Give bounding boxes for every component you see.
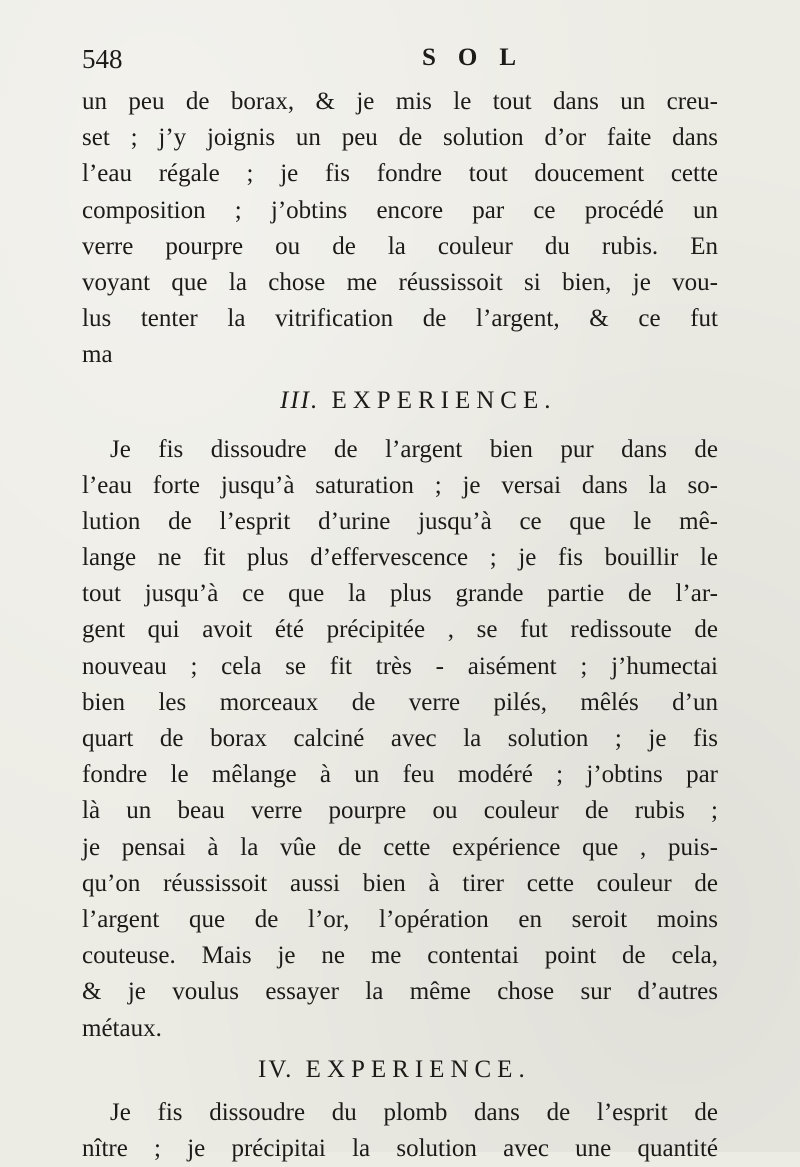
text-line: métaux. <box>82 1014 162 1042</box>
text-line: gent qui avoit été précipitée , se fut redissoute de <box>82 616 718 644</box>
text-line: couteuse. Mais je ne me contentai point de cela, <box>82 942 718 970</box>
section-title: EXPERIENCE. <box>305 1055 531 1083</box>
text-line: l’eau régale ; je fis fondre tout doucement cette <box>82 160 718 188</box>
section-heading-experience-4 <box>82 1049 718 1091</box>
text-line: composition ; j’obtins encore par ce procédé un <box>82 196 718 224</box>
text-line: nître ; je précipitai la solution avec une quantité <box>82 1134 718 1162</box>
section-number: IV. <box>258 1055 294 1083</box>
text-line: nouveau ; cela se fit très - aisément ; j’humectai <box>82 652 718 680</box>
text-line: je pensai à la vûe de cette expérience que , puis- <box>82 833 718 861</box>
experience-4-paragraph <box>82 1095 718 1167</box>
experience-3-paragraph <box>82 432 718 1047</box>
text-line: lus tenter la vitrification de l’argent, & ce fut <box>82 305 718 333</box>
text-line: & je voulus essayer la même chose sur d’autres <box>82 978 718 1006</box>
text-line: lution de l’esprit d’urine jusqu’à ce que le mê- <box>82 507 718 535</box>
section-title: EXPERIENCE. <box>331 386 557 414</box>
section-number: III. <box>280 386 320 414</box>
text-line: l’argent que de l’or, l’opération en seroit moins <box>82 905 718 933</box>
text-line: qu’on réussissoit aussi bien à tirer cette couleur de <box>82 869 718 897</box>
running-head: SOL <box>422 44 539 71</box>
section-heading-experience-3 <box>82 380 718 422</box>
text-line: bien les morceaux de verre pilés, mêlés d’un <box>82 688 718 716</box>
intro-paragraph <box>82 84 718 374</box>
text-line: Je fis dissoudre du plomb dans de l’esprit de <box>110 1098 718 1126</box>
text-line: verre pourpre ou de la couleur du rubis. En <box>82 232 718 260</box>
text-line: Je fis dissoudre de l’argent bien pur dans de <box>110 435 718 463</box>
text-line: voyant que la chose me réussissoit si bien, je vou- <box>82 268 718 296</box>
text-line: l’eau forte jusqu’à saturation ; je versai dans la so- <box>82 471 718 499</box>
text-line: set ; j’y joignis un peu de solution d’or faite dans <box>82 124 718 152</box>
text-line: tout jusqu’à ce que la plus grande partie de l’ar- <box>82 580 718 608</box>
text-line: un peu de borax, & je mis le tout dans un creu- <box>82 88 718 115</box>
text-line: là un beau verre pourpre ou couleur de rubis ; <box>82 797 718 825</box>
text-line: ma <box>82 341 113 369</box>
page-header <box>82 44 702 84</box>
text-line: lange ne fit plus d’effervescence ; je fis bouillir le <box>82 544 718 572</box>
text-line: fondre le mêlange à un feu modéré ; j’obtins par <box>82 761 718 789</box>
page-number: 548 <box>82 44 123 74</box>
text-line: quart de borax calciné avec la solution ; je fis <box>82 725 718 752</box>
body-text <box>82 84 718 1167</box>
